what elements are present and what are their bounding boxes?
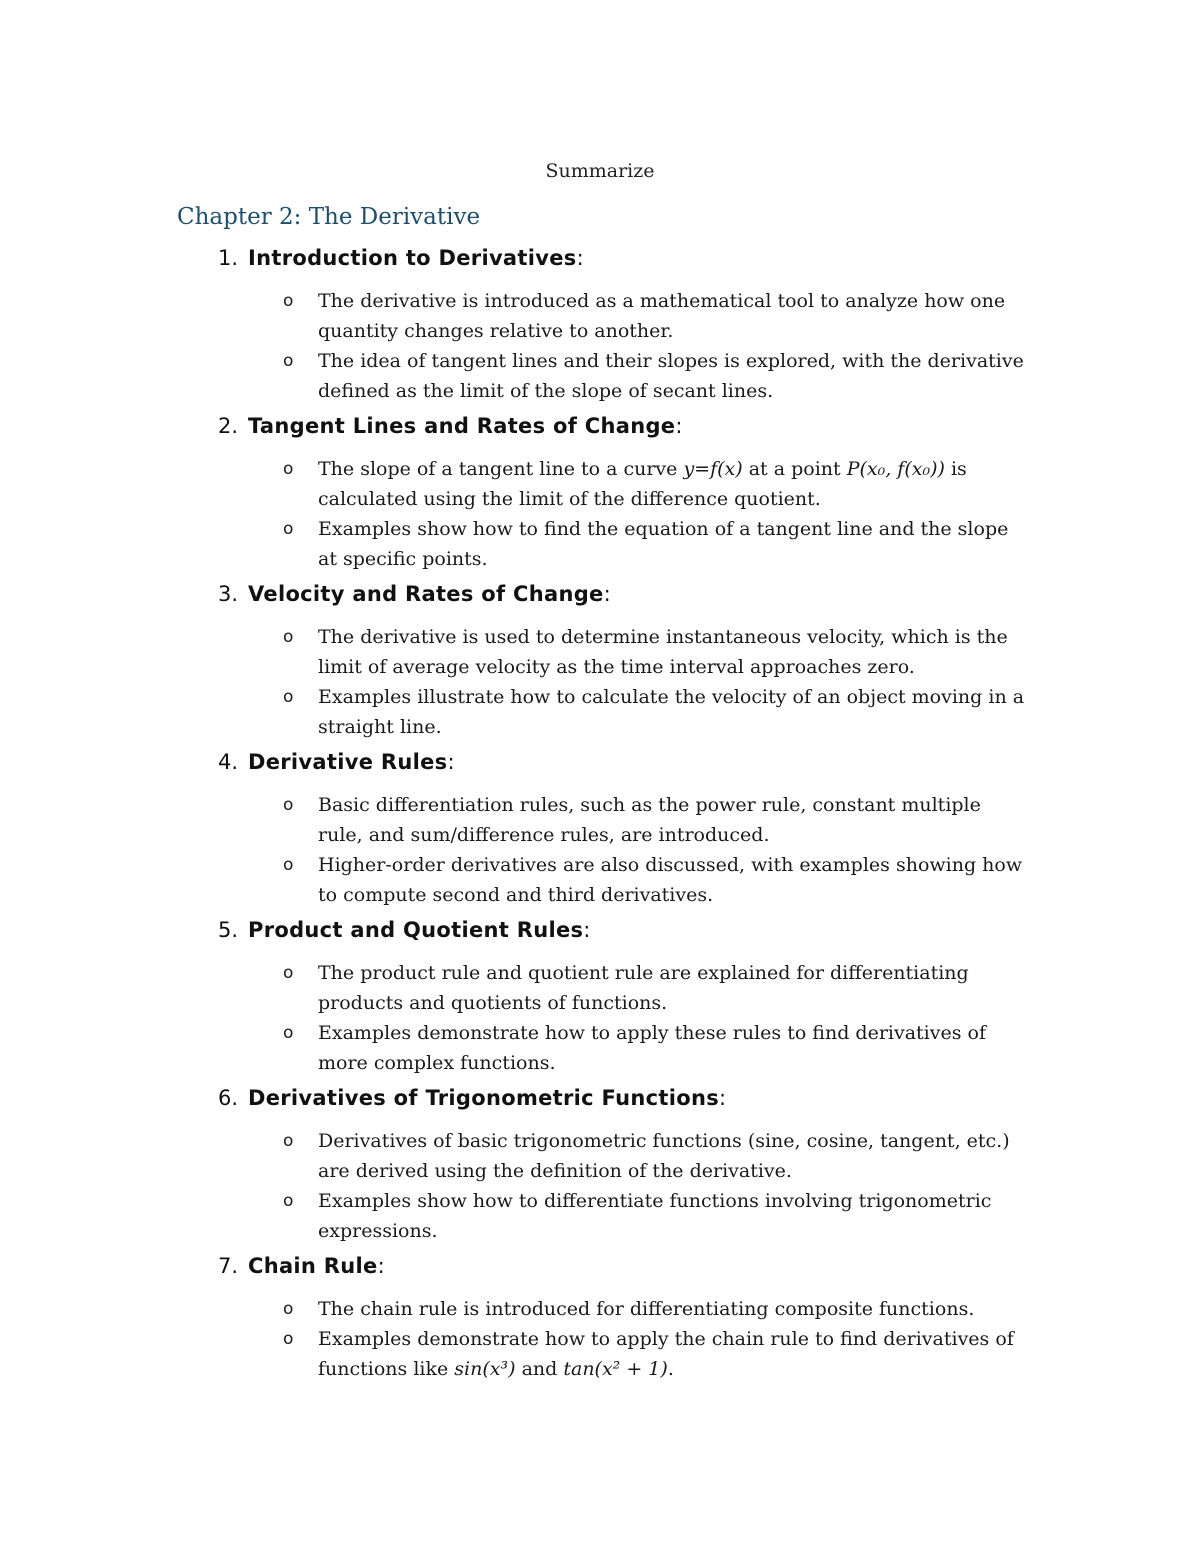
- section-title: Velocity and Rates of Change: [248, 582, 604, 606]
- math-connector: and: [521, 1358, 558, 1380]
- section-heading: [0, 408, 1200, 444]
- bullet-marker: o: [283, 1191, 294, 1211]
- section-number-text: 6.: [217, 1086, 238, 1110]
- section-colon: :: [583, 918, 591, 942]
- bullet-marker: o: [283, 351, 294, 371]
- math-equation: y=f(x): [683, 458, 743, 480]
- bullet-marker: o: [283, 1329, 294, 1349]
- bullet-list: [0, 790, 1200, 910]
- bullet-text: Examples show how to find the equation of a tangent line and the slope at specific points.: [318, 518, 1009, 570]
- section-list: [0, 240, 1200, 1384]
- section-number-text: 7.: [217, 1254, 238, 1278]
- bullet-list: [0, 286, 1200, 406]
- section-number: [0, 408, 248, 444]
- bullet-marker: o: [283, 1131, 294, 1151]
- math-connector: at a point: [748, 458, 841, 480]
- list-item: [0, 682, 1200, 742]
- bullet-text: The derivative is introduced as a mathematical tool to analyze how one quantity changes relative to another.: [318, 290, 1006, 342]
- bullet-text: Examples demonstrate how to apply these rules to find derivatives of more complex functions.: [318, 1022, 986, 1074]
- bullet-list: [0, 1126, 1200, 1246]
- bullet-list: [0, 622, 1200, 742]
- list-item: [0, 1186, 1200, 1246]
- list-item: [0, 1324, 1200, 1384]
- bullet-list: [0, 1294, 1200, 1384]
- section-title: Chain Rule: [248, 1254, 378, 1278]
- bullet-marker: o: [283, 1023, 294, 1043]
- section-1: [0, 240, 1200, 406]
- bullet-text: Higher-order derivatives are also discussed, with examples showing how to compute second and third derivatives.: [318, 854, 1023, 906]
- bullet-marker: o: [283, 627, 294, 647]
- section-number: [0, 1080, 248, 1116]
- section-3: [0, 576, 1200, 742]
- math-function-sin: sin(x³): [454, 1358, 516, 1380]
- section-number: [0, 1248, 248, 1284]
- section-title: Tangent Lines and Rates of Change: [248, 414, 676, 438]
- section-heading: [0, 1248, 1200, 1284]
- section-number: [0, 912, 248, 948]
- list-item: [0, 958, 1200, 1018]
- section-title: Product and Quotient Rules: [248, 918, 584, 942]
- bullet-text: The slope of a tangent line to a curve: [318, 458, 678, 480]
- bullet-marker: o: [283, 291, 294, 311]
- math-trailing-text: .: [667, 1358, 674, 1380]
- section-4: [0, 744, 1200, 910]
- section-number-text: 2.: [217, 414, 238, 438]
- list-item: [0, 454, 1200, 514]
- section-colon: :: [377, 1254, 385, 1278]
- bullet-text: Examples illustrate how to calculate the velocity of an object moving in a straight line.: [318, 686, 1025, 738]
- bullet-text: The derivative is used to determine instantaneous velocity, which is the limit of average velocity as the time interval approaches zero.: [318, 626, 1008, 678]
- section-colon: :: [447, 750, 455, 774]
- section-colon: :: [576, 246, 584, 270]
- list-item: [0, 850, 1200, 910]
- bullet-text: The chain rule is introduced for differentiating composite functions.: [318, 1298, 975, 1320]
- list-item: [0, 286, 1200, 346]
- bullet-text: Examples show how to differentiate functions involving trigonometric expressions.: [318, 1190, 992, 1242]
- document-title: Summarize: [545, 160, 655, 182]
- bullet-text: Examples demonstrate how to apply the chain rule to find derivatives of functions like: [318, 1328, 1014, 1380]
- bullet-text: Derivatives of basic trigonometric functions (sine, cosine, tangent, etc.) are derived using the definition of the derivative.: [318, 1130, 1010, 1182]
- section-title: Derivative Rules: [248, 750, 448, 774]
- bullet-marker: o: [283, 963, 294, 983]
- list-item: [0, 1294, 1200, 1324]
- list-item: [0, 790, 1200, 850]
- bullet-marker: o: [283, 855, 294, 875]
- section-heading: [0, 912, 1200, 948]
- chapter-heading: Chapter 2: The Derivative: [177, 204, 481, 230]
- list-item: [0, 622, 1200, 682]
- math-function-tan: tan(x² + 1): [563, 1358, 668, 1380]
- section-number: [0, 240, 248, 276]
- bullet-marker: o: [283, 459, 294, 479]
- section-colon: :: [719, 1086, 727, 1110]
- bullet-marker: o: [283, 687, 294, 707]
- section-number-text: 5.: [217, 918, 238, 942]
- section-heading: [0, 1080, 1200, 1116]
- bullet-text: The idea of tangent lines and their slopes is explored, with the derivative defined as the limit of the slope of secant lines.: [318, 350, 1024, 402]
- bullet-list: [0, 958, 1200, 1078]
- section-number-text: 3.: [217, 582, 238, 606]
- list-item: [0, 514, 1200, 574]
- bullet-text: The product rule and quotient rule are explained for differentiating products and quotients of functions.: [318, 962, 969, 1014]
- bullet-marker: o: [283, 1299, 294, 1319]
- section-heading: [0, 576, 1200, 612]
- bullet-marker: o: [283, 795, 294, 815]
- list-item: [0, 1126, 1200, 1186]
- bullet-marker: o: [283, 519, 294, 539]
- section-heading: [0, 744, 1200, 780]
- section-heading: [0, 240, 1200, 276]
- list-item: [0, 346, 1200, 406]
- bullet-text: Basic differentiation rules, such as the power rule, constant multiple rule, and sum/difference rules, are introduced.: [318, 794, 981, 846]
- section-6: [0, 1080, 1200, 1246]
- section-number: [0, 744, 248, 780]
- section-2: [0, 408, 1200, 574]
- section-number-text: 1.: [217, 246, 238, 270]
- section-7: [0, 1248, 1200, 1384]
- section-5: [0, 912, 1200, 1078]
- math-trailing-text: is calculated using the limit of the difference quotient.: [318, 458, 967, 510]
- section-number-text: 4.: [217, 750, 238, 774]
- section-title: Derivatives of Trigonometric Functions: [248, 1086, 719, 1110]
- section-title: Introduction to Derivatives: [248, 246, 577, 270]
- section-colon: :: [675, 414, 683, 438]
- section-number: [0, 576, 248, 612]
- list-item: [0, 1018, 1200, 1078]
- section-colon: :: [603, 582, 611, 606]
- math-point: P(x₀, f(x₀)): [846, 458, 945, 480]
- bullet-list: [0, 454, 1200, 574]
